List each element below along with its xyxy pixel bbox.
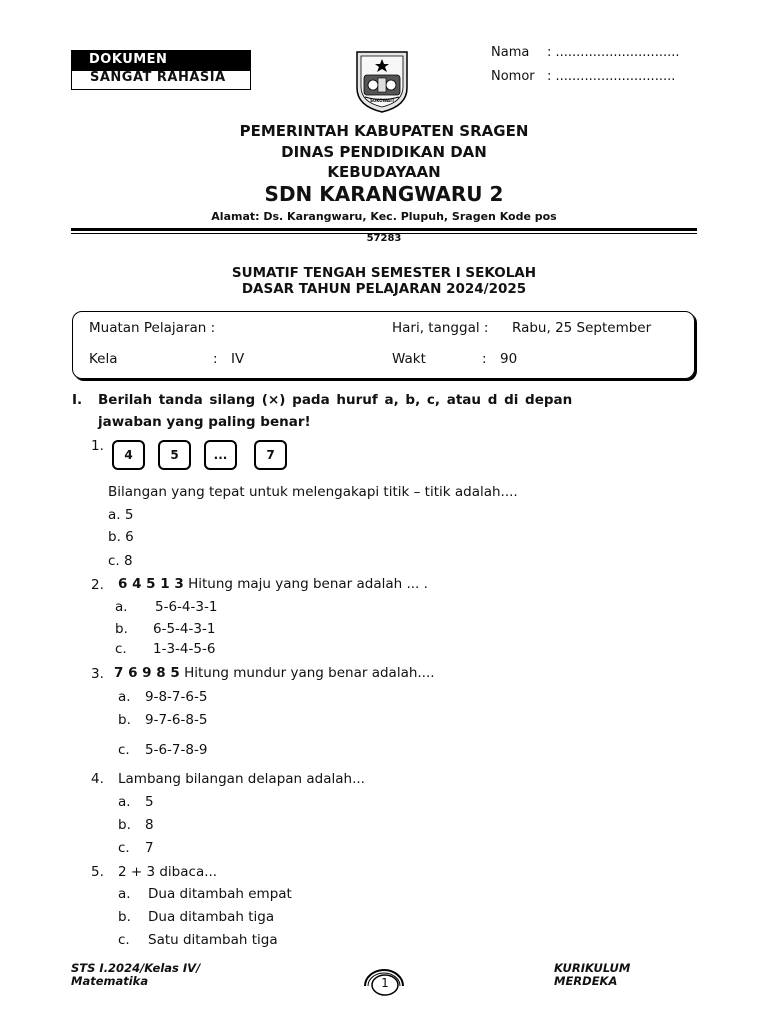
class-value: IV bbox=[231, 351, 245, 367]
footer-left bbox=[71, 961, 201, 988]
q5-option-b-letter[interactable]: b. bbox=[118, 909, 131, 925]
q4-option-b-letter[interactable]: b. bbox=[118, 817, 131, 833]
q3-option-b-text[interactable]: 9-7-6-8-5 bbox=[145, 712, 208, 728]
q5-option-c-text[interactable]: Satu ditambah tiga bbox=[148, 932, 278, 948]
footer-left-line-2: Matematika bbox=[71, 974, 149, 988]
svg-text:SUKOWATI: SUKOWATI bbox=[370, 98, 394, 103]
q4-option-c-text[interactable]: 7 bbox=[145, 840, 154, 856]
header-line-2: DINAS PENDIDIKAN DAN bbox=[281, 143, 487, 161]
instruction-line-2: jawaban yang paling benar! bbox=[98, 414, 311, 430]
number-fill[interactable]: : ............................. bbox=[547, 69, 676, 84]
name-label: Nama bbox=[491, 45, 530, 60]
document-label-bottom: SANGAT RAHASIA bbox=[71, 70, 251, 90]
day-label: Hari, tanggal : bbox=[392, 320, 489, 336]
number-label: Nomor bbox=[491, 69, 535, 84]
day-value: Rabu, 25 September bbox=[512, 320, 652, 336]
q3-option-a-letter[interactable]: a. bbox=[118, 689, 131, 705]
q1-option-a[interactable]: a. 5 bbox=[108, 507, 134, 523]
subject-label: Muatan Pelajaran : bbox=[89, 320, 216, 336]
page-number: 1 bbox=[381, 976, 389, 990]
document-label bbox=[71, 50, 251, 90]
q3-digits: 7 6 9 8 5 bbox=[114, 665, 180, 681]
q5-number: 5. bbox=[91, 864, 104, 880]
section-number: I. bbox=[72, 392, 83, 408]
instruction-line-1: Berilah tanda silang (×) pada huruf a, b, c, atau d di depan bbox=[98, 392, 573, 408]
q4-option-a-text[interactable]: 5 bbox=[145, 794, 154, 810]
footer-right-line-2: MERDEKA bbox=[554, 974, 618, 988]
number-row bbox=[491, 68, 675, 86]
q5-option-a-letter[interactable]: a. bbox=[118, 886, 131, 902]
time-value: 90 bbox=[500, 351, 518, 367]
document-label-top: DOKUMEN bbox=[71, 50, 251, 70]
q1-option-c[interactable]: c. 8 bbox=[108, 553, 133, 569]
exam-title-line-1: SUMATIF TENGAH SEMESTER I SEKOLAH bbox=[231, 265, 537, 281]
page-number-badge bbox=[359, 964, 409, 1000]
q4-option-c-letter[interactable]: c. bbox=[118, 840, 130, 856]
footer-left-line-1: STS I.2024/Kelas IV/ bbox=[71, 961, 201, 975]
class-colon: : bbox=[213, 351, 218, 367]
header-rule-thick bbox=[71, 228, 697, 231]
q1-box-1: 4 bbox=[112, 440, 145, 470]
q2-number: 2. bbox=[91, 577, 104, 593]
school-address: Alamat: Ds. Karangwaru, Kec. Plupuh, Sragen Kode pos bbox=[211, 210, 557, 223]
q3-option-c-letter[interactable]: c. bbox=[118, 742, 130, 758]
q4-option-b-text[interactable]: 8 bbox=[145, 817, 154, 833]
q4-number: 4. bbox=[91, 771, 104, 787]
q2-option-c-letter[interactable]: c. bbox=[115, 641, 127, 657]
footer-right bbox=[554, 961, 631, 988]
q4-option-a-letter[interactable]: a. bbox=[118, 794, 131, 810]
name-fill[interactable]: : .............................. bbox=[547, 45, 680, 60]
q1-number: 1. bbox=[91, 438, 104, 454]
class-label: Kela bbox=[89, 351, 118, 367]
q2-option-a-text[interactable]: 5-6-4-3-1 bbox=[155, 599, 218, 615]
header-line-3: KEBUDAYAAN bbox=[327, 163, 441, 181]
q1-box-2: 5 bbox=[158, 440, 191, 470]
postcode: 57283 bbox=[366, 233, 402, 244]
header-line-1: PEMERINTAH KABUPATEN SRAGEN bbox=[239, 122, 529, 140]
q2-option-b-text[interactable]: 6-5-4-3-1 bbox=[153, 621, 216, 637]
regency-logo bbox=[352, 48, 412, 114]
q4-text: Lambang bilangan delapan adalah... bbox=[118, 771, 365, 787]
school-name: SDN KARANGWARU 2 bbox=[264, 182, 504, 206]
q2-option-c-text[interactable]: 1-3-4-5-6 bbox=[153, 641, 216, 657]
q3-line bbox=[114, 665, 435, 681]
time-label: Wakt bbox=[392, 351, 426, 367]
q3-number: 3. bbox=[91, 666, 104, 682]
q1-box-3: ... bbox=[204, 440, 237, 470]
q5-option-b-text[interactable]: Dua ditambah tiga bbox=[148, 909, 275, 925]
q5-text: 2 + 3 dibaca... bbox=[118, 864, 218, 880]
q2-line bbox=[118, 576, 428, 592]
q5-option-c-letter[interactable]: c. bbox=[118, 932, 130, 948]
q1-option-b[interactable]: b. 6 bbox=[108, 529, 134, 545]
q5-option-a-text[interactable]: Dua ditambah empat bbox=[148, 886, 292, 902]
q3-text: Hitung mundur yang benar adalah.... bbox=[184, 665, 435, 681]
q3-option-c-text[interactable]: 5-6-7-8-9 bbox=[145, 742, 208, 758]
time-colon: : bbox=[482, 351, 487, 367]
q1-box-4: 7 bbox=[254, 440, 287, 470]
q3-option-b-letter[interactable]: b. bbox=[118, 712, 131, 728]
exam-title-line-2: DASAR TAHUN PELAJARAN 2024/2025 bbox=[241, 281, 527, 297]
q3-option-a-text[interactable]: 9-8-7-6-5 bbox=[145, 689, 208, 705]
q1-text: Bilangan yang tepat untuk melengakapi titik – titik adalah.... bbox=[108, 484, 518, 500]
name-row bbox=[491, 44, 679, 62]
q2-digits: 6 4 5 1 3 bbox=[118, 576, 184, 592]
q2-option-a-letter[interactable]: a. bbox=[115, 599, 128, 615]
footer-right-line-1: KURIKULUM bbox=[554, 961, 631, 975]
q2-option-b-letter[interactable]: b. bbox=[115, 621, 128, 637]
q2-text: Hitung maju yang benar adalah ... . bbox=[188, 576, 428, 592]
